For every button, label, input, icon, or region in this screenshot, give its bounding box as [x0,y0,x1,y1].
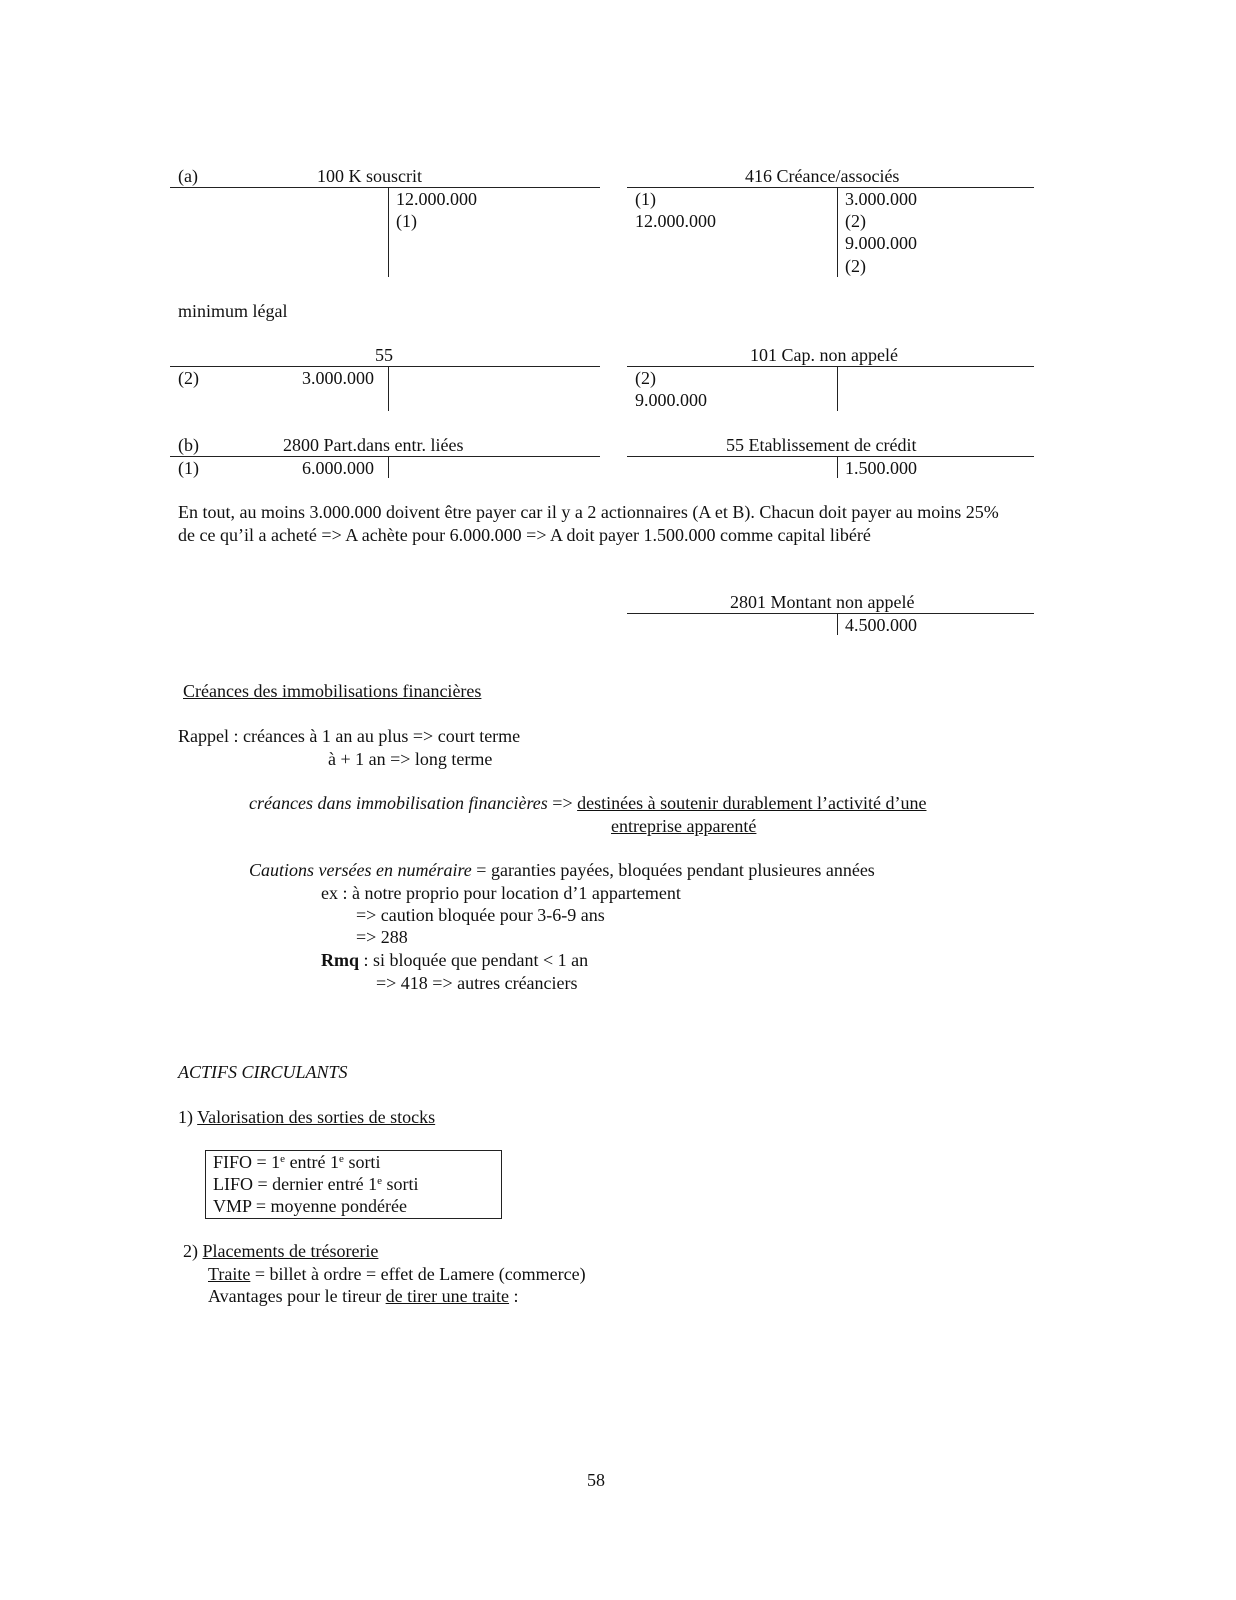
lifo-sup: e [377,1175,382,1187]
stock-methods-box [205,1150,502,1219]
account-100-title: 100 K souscrit [317,166,422,186]
account-100-prefix: (a) [178,166,198,186]
account-101-divider [627,366,1034,367]
rappel-line-2: à + 1 an => long terme [328,749,493,769]
definition-arrow: => [547,793,578,813]
item-2-number: 2) [183,1241,203,1261]
vmp-line: VMP = moyenne pondérée [213,1196,407,1216]
lifo-text-a: LIFO = dernier entré 1 [213,1174,378,1194]
account-101-title: 101 Cap. non appelé [750,345,898,365]
note-minimum-legal: minimum légal [178,301,288,321]
definition-term: créances dans immobilisation financières [249,793,548,813]
item-2-heading [183,1240,378,1262]
account-416-debit-1: (1) [635,189,656,209]
account-416-divider [627,187,1034,188]
avantages-text-underlined: de tirer une traite [385,1286,510,1306]
account-2800-divider [170,456,600,457]
remark-text: : si bloquée que pendant < 1 an [359,950,589,970]
account-100-credit-2: (1) [396,211,417,231]
account-55b-centerline [837,456,838,478]
example-arrow-2: => 288 [356,927,408,947]
account-416-credit-3: 9.000.000 [845,233,917,253]
traite-line [208,1263,586,1285]
account-101-debit-2: 9.000.000 [635,390,707,410]
explanation-paragraph: En tout, au moins 3.000.000 doivent être payer car il y a 2 actionnaires (A et B). Chacun doit payer au moins 25% de ce qu’il a acheté => A achète pour 6.000.000 => A doit payer 1.500.000 comme capital libéré [178,502,999,545]
traite-definition: = billet à ordre = effet de Lamere (commerce) [250,1264,586,1284]
account-2800-title: 2800 Part.dans entr. liées [283,435,464,455]
item-1-title: Valorisation des sorties de stocks [197,1107,436,1127]
account-55-title: 55 [375,345,393,365]
example-arrow-1: => caution bloquée pour 3-6-9 ans [356,905,605,925]
caution-line [249,859,875,881]
account-55b-divider [627,456,1034,457]
account-55-divider [170,366,600,367]
avantages-text-a: Avantages pour le tireur [208,1286,386,1306]
account-2801-credit: 4.500.000 [845,615,917,635]
account-2800-centerline [388,456,389,478]
avantages-text-b: : [509,1286,519,1306]
definition-text-2: entreprise apparenté [611,816,757,836]
item-2-title: Placements de trésorerie [202,1241,379,1261]
item-1-heading [178,1106,435,1128]
remark-label: Rmq [321,950,360,970]
example-line: ex : à notre proprio pour location d’1 appartement [321,883,681,903]
fifo-sup-2: e [339,1153,344,1165]
page-number: 58 [587,1470,605,1490]
caution-definition: = garanties payées, bloquées pendant plusieures années [471,860,875,880]
definition-text-1: destinées à soutenir durablement l’activité d’une [577,793,927,813]
remark-arrow: => 418 => autres créanciers [376,973,578,993]
account-55-centerline [388,366,389,411]
lifo-line [213,1173,419,1195]
account-416-title: 416 Créance/associés [745,166,900,186]
rappel-line-1: Rappel : créances à 1 an au plus => court terme [178,726,521,746]
traite-term: Traite [208,1264,251,1284]
account-416-credit-1: 3.000.000 [845,189,917,209]
account-100-divider [170,187,600,188]
account-100-centerline [388,187,389,277]
avantages-line [208,1285,519,1307]
account-416-debit-2: 12.000.000 [635,211,716,231]
fifo-text-c: sorti [343,1152,381,1172]
account-2800-debit-amount: 6.000.000 [302,458,374,478]
account-101-centerline [837,366,838,411]
account-2801-divider [627,613,1034,614]
account-55b-credit: 1.500.000 [845,458,917,478]
definition-line-1 [249,792,926,814]
account-416-credit-4: (2) [845,256,866,276]
actifs-heading: ACTIFS CIRCULANTS [178,1062,348,1082]
item-1-number: 1) [178,1107,198,1127]
fifo-text-b: entré 1 [285,1152,340,1172]
remark-line [321,949,588,971]
account-55-debit-amount: 3.000.000 [302,368,374,388]
creances-heading: Créances des immobilisations financières [183,681,482,701]
account-101-debit-1: (2) [635,368,656,388]
account-55b-title: 55 Etablissement de crédit [726,435,917,455]
account-55-debit-ref: (2) [178,368,199,388]
account-2801-centerline [837,613,838,635]
fifo-text-a: FIFO = 1 [213,1152,281,1172]
account-100-credit-1: 12.000.000 [396,189,477,209]
account-2801-title: 2801 Montant non appelé [730,592,915,612]
fifo-sup-1: e [280,1153,286,1165]
lifo-text-b: sorti [381,1174,419,1194]
account-416-centerline [837,187,838,277]
fifo-line [213,1151,380,1173]
caution-term: Cautions versées en numéraire [249,860,472,880]
account-2800-debit-ref: (1) [178,458,199,478]
account-416-credit-2: (2) [845,211,866,231]
account-2800-prefix: (b) [178,435,199,455]
